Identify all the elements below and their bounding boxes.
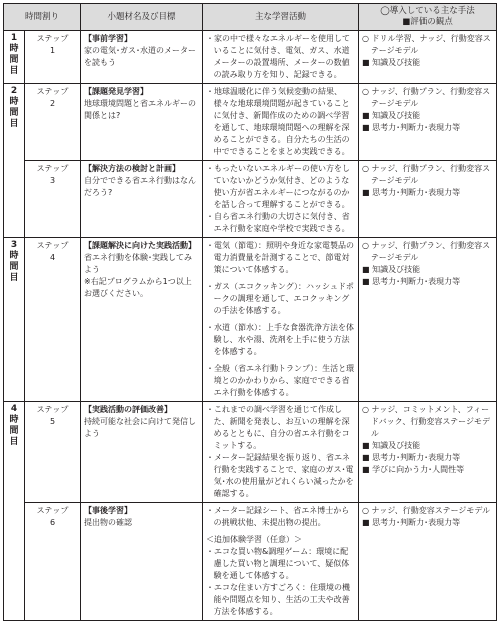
- period-cell: [4, 238, 25, 402]
- header-row: [4, 4, 497, 31]
- evaluation-item: ■ 思考力･判断力･表現力等: [362, 277, 461, 286]
- header-activity: 主な学習活動: [203, 4, 359, 31]
- methods-cell: [359, 31, 497, 84]
- activity-item: ・これまでの調べ学習を通じて作成した、新聞を発表し、お互いの理解を深めるとともに、自分の省エネ行動をコミットする。: [206, 405, 350, 450]
- method-item: ○ ナッジ、行動プラン、行動変容ステージモデル: [362, 87, 491, 108]
- activity-cell: [203, 161, 359, 238]
- activity-item: ・エコな買い物&調理ゲーム：環境に配慮した買い物と調理について、疑似体験を通して体感する。: [206, 547, 350, 580]
- topic-cell: [81, 402, 203, 503]
- topic-cell: [81, 238, 203, 402]
- evaluation-item: ■ 思考力･判断力･表現力等: [362, 518, 461, 527]
- step-label: ステップ 2: [36, 87, 69, 108]
- activity-item: ・エコな住まい方すごろく：住環境の機能や問題点を知り、生活の工夫や改善方法を体感する。: [206, 583, 351, 616]
- evaluation-item: ■ 思考力･判断力･表現力等: [362, 188, 461, 197]
- topic-goal: 家の電気･ガス･水道のメーターを読もう: [84, 46, 197, 67]
- activity-item: ・水道（節水）：上手な食器洗浄方法を体験し、水や湯、洗剤を上手に使う方法を体感する。: [206, 323, 355, 356]
- header-period: 時間割り: [4, 4, 81, 31]
- topic-title: 【課題解決に向けた実践活動】: [84, 241, 197, 250]
- methods-cell: [359, 238, 497, 402]
- topic-title: 【課題発見学習】: [84, 87, 149, 96]
- step-label: ステップ 3: [36, 164, 69, 185]
- evaluation-item: ■ 学びに向かう力･人間性等: [362, 465, 465, 474]
- table-row: [4, 31, 497, 84]
- period-cell: [4, 31, 25, 84]
- period-label: 1時間目: [9, 33, 19, 76]
- step-cell: [25, 84, 81, 161]
- method-item: ○ ナッジ、行動プラン、行動変容ステージモデル: [362, 164, 491, 185]
- method-item: ○ ナッジ、行動プラン、行動変容ステージモデル: [362, 241, 491, 262]
- topic-cell: [81, 503, 203, 621]
- topic-cell: [81, 31, 203, 84]
- evaluation-item: ■ 思考力･判断力･表現力等: [362, 453, 461, 462]
- topic-title: 【事前学習】: [84, 34, 133, 43]
- methods-cell: [359, 84, 497, 161]
- lesson-plan-table: [3, 3, 497, 621]
- header-methods-line2: ■評価の観点: [402, 17, 453, 27]
- header-methods-line1: ◯導入している主な手法: [380, 6, 475, 16]
- topic-goal: 自分でできる省エネ行動はなんだろう?: [84, 176, 197, 197]
- step-label: ステップ 4: [36, 241, 69, 262]
- step-label: ステップ 1: [36, 34, 69, 55]
- method-item: ○ ナッジ、行動変容ステージモデル: [362, 506, 491, 515]
- topic-title: 【事後学習】: [84, 506, 133, 515]
- topic-goal: 省エネ行動を体験･実践してみよう ※右記プログラムから1つ以上お選びください。: [84, 253, 193, 298]
- activity-item: ・メーター記録結果を振り返り、省エネ行動を実践することで、家庭のガス･電気･水の使用量がどれくらい減ったかを確認する。: [206, 453, 354, 498]
- activity-cell: [203, 238, 359, 402]
- topic-title: 【実践活動の評価改善】: [84, 405, 173, 414]
- evaluation-item: ■ 思考力･判断力･表現力等: [362, 123, 461, 132]
- activity-item: ・メーター記録シート、省エネ博士からの挑戦状他、未提出物の提出。: [206, 506, 350, 527]
- topic-goal: 持続可能な社会に向けて発信しよう: [84, 417, 197, 438]
- period-label: 2時間目: [9, 86, 19, 129]
- step-cell: [25, 503, 81, 621]
- topic-goal: 地球環境問題と省エネルギーの関係とは?: [84, 99, 197, 120]
- activity-item: ・地球温暖化に伴う気候変動の結果、様々な地球環境問題が起きていることに気付き、新聞作成のための調べ学習を通して、地球環境問題への理解を深めることができる。自分たちの生活の中でできることをまとめ実践できる。: [206, 87, 350, 156]
- activity-cell: [203, 503, 359, 621]
- table-row: [4, 84, 497, 161]
- methods-cell: [359, 161, 497, 238]
- header-topic: 小題材名及び目標: [81, 4, 203, 31]
- activity-cell: [203, 31, 359, 84]
- method-item: ○ ナッジ、コミットメント、フィードバック、行動変容ステージモデル: [362, 405, 491, 438]
- period-label: 4時間目: [9, 404, 19, 447]
- evaluation-item: ■ 知識及び技能: [362, 265, 421, 274]
- period-cell: [4, 402, 25, 621]
- table-row: [4, 238, 497, 402]
- header-methods: [359, 4, 497, 31]
- evaluation-item: ■ 知識及び技能: [362, 111, 421, 120]
- activity-cell: [203, 402, 359, 503]
- step-cell: [25, 402, 81, 503]
- step-label: ステップ 5: [36, 405, 69, 426]
- step-cell: [25, 161, 81, 238]
- step-label: ステップ 6: [36, 506, 69, 527]
- topic-title: 【解決方法の検討と計画】: [84, 164, 181, 173]
- methods-cell: [359, 503, 497, 621]
- methods-cell: [359, 402, 497, 503]
- step-cell: [25, 238, 81, 402]
- method-item: ○ ドリル学習、ナッジ、行動変容ステージモデル: [362, 34, 491, 55]
- topic-cell: [81, 84, 203, 161]
- topic-cell: [81, 161, 203, 238]
- activity-item: ・ガス（エコクッキング）：ハッシュドポークの調理を通して、エコクッキングの手法を体感する。: [206, 282, 354, 315]
- activity-item: ・電気（節電）：照明や身近な家電製品の電力消費量を計測することで、節電対策について体感する。: [206, 241, 355, 274]
- activity-item: ・家の中で様々なエネルギーを使用していることに気付き、電気、ガス、水道メーターの設置場所、メーターの数値の読み取り方を知り、記録できる。: [206, 34, 351, 79]
- optional-activities-heading: ＜追加体験学習（任意）＞: [206, 535, 303, 544]
- table-row: [4, 402, 497, 503]
- activity-cell: [203, 84, 359, 161]
- activity-item: ・もったいないエネルギーの使い方をしていないかどうか気付き、どのような使い方が省エネルギーにつながるのかを話し合って理解することができる。: [206, 164, 351, 209]
- evaluation-item: ■ 知識及び技能: [362, 441, 421, 450]
- period-label: 3時間目: [9, 240, 19, 283]
- evaluation-item: ■ 知識及び技能: [362, 58, 421, 67]
- activity-item: ・全般（省エネ行動トランプ）：生活と環境とのかかわりから、家庭でできる省エネ行動を体感する。: [206, 364, 355, 397]
- table-row: [4, 503, 497, 621]
- activity-item: ・自ら省エネ行動の大切さに気付き、省エネ行動を家庭や学校で実践できる。: [206, 212, 350, 233]
- period-cell: [4, 84, 25, 238]
- step-cell: [25, 31, 81, 84]
- table-row: [4, 161, 497, 238]
- topic-goal: 提出物の確認: [84, 518, 133, 527]
